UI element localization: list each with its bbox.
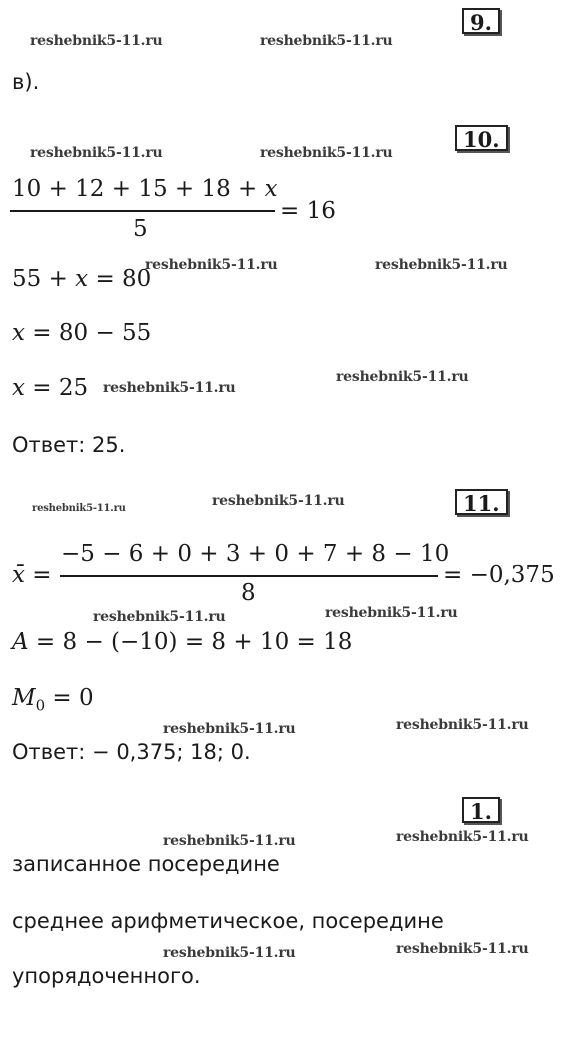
fraction-bar — [60, 575, 438, 577]
equation-line-3: x = 25 — [12, 375, 89, 401]
answer-line-1: записанное посередине — [12, 852, 280, 876]
task-9-answer: в). — [12, 70, 40, 94]
watermark: reshebnik5-11.ru — [212, 493, 345, 509]
watermark: reshebnik5-11.ru — [93, 609, 226, 625]
mean-symbol: x̄ = — [12, 562, 52, 588]
watermark: reshebnik5-11.ru — [260, 145, 393, 161]
watermark: reshebnik5-11.ru — [163, 721, 296, 737]
fraction-numerator: −5 − 6 + 0 + 3 + 0 + 7 + 8 − 10 — [61, 541, 450, 567]
fraction-result: = −0,375 — [443, 562, 555, 588]
watermark: reshebnik5-11.ru — [375, 257, 508, 273]
task-number-1: 1. — [462, 797, 500, 823]
equation-line-1: 55 + x = 80 — [12, 266, 152, 292]
watermark: reshebnik5-11.ru — [163, 945, 296, 961]
watermark: reshebnik5-11.ru — [396, 941, 529, 957]
equation-line-2: x = 80 − 55 — [12, 320, 152, 346]
watermark: reshebnik5-11.ru — [260, 33, 393, 49]
watermark: reshebnik5-11.ru — [30, 33, 163, 49]
watermark: reshebnik5-11.ru — [103, 380, 236, 396]
watermark: reshebnik5-11.ru — [325, 605, 458, 621]
fraction-bar — [10, 210, 275, 212]
watermark: reshebnik5-11.ru — [396, 717, 529, 733]
task-number-9: 9. — [462, 8, 500, 34]
mode-line: $M_0 = 0$ — [12, 685, 94, 715]
fraction-numerator: 10 + 12 + 15 + 18 + x — [12, 176, 278, 202]
watermark: reshebnik5-11.ru — [163, 833, 296, 849]
watermark: reshebnik5-11.ru — [32, 503, 126, 514]
task-number-10: 10. — [455, 125, 508, 151]
task-10-answer: Ответ: 25. — [12, 433, 126, 457]
answer-line-2: среднее арифметическое, посередине — [12, 909, 444, 933]
range-line: A = 8 − (−10) = 8 + 10 = 18 — [12, 629, 353, 655]
fraction-denominator: 5 — [133, 216, 148, 242]
watermark: reshebnik5-11.ru — [396, 829, 529, 845]
watermark: reshebnik5-11.ru — [336, 369, 469, 385]
watermark: reshebnik5-11.ru — [30, 145, 163, 161]
fraction-result: = 16 — [280, 198, 336, 224]
task-number-11: 11. — [455, 489, 508, 515]
answer-line-3: упорядоченного. — [12, 964, 201, 988]
fraction-denominator: 8 — [241, 580, 256, 606]
watermark: reshebnik5-11.ru — [145, 257, 278, 273]
task-11-answer: Ответ: − 0,375; 18; 0. — [12, 740, 251, 764]
